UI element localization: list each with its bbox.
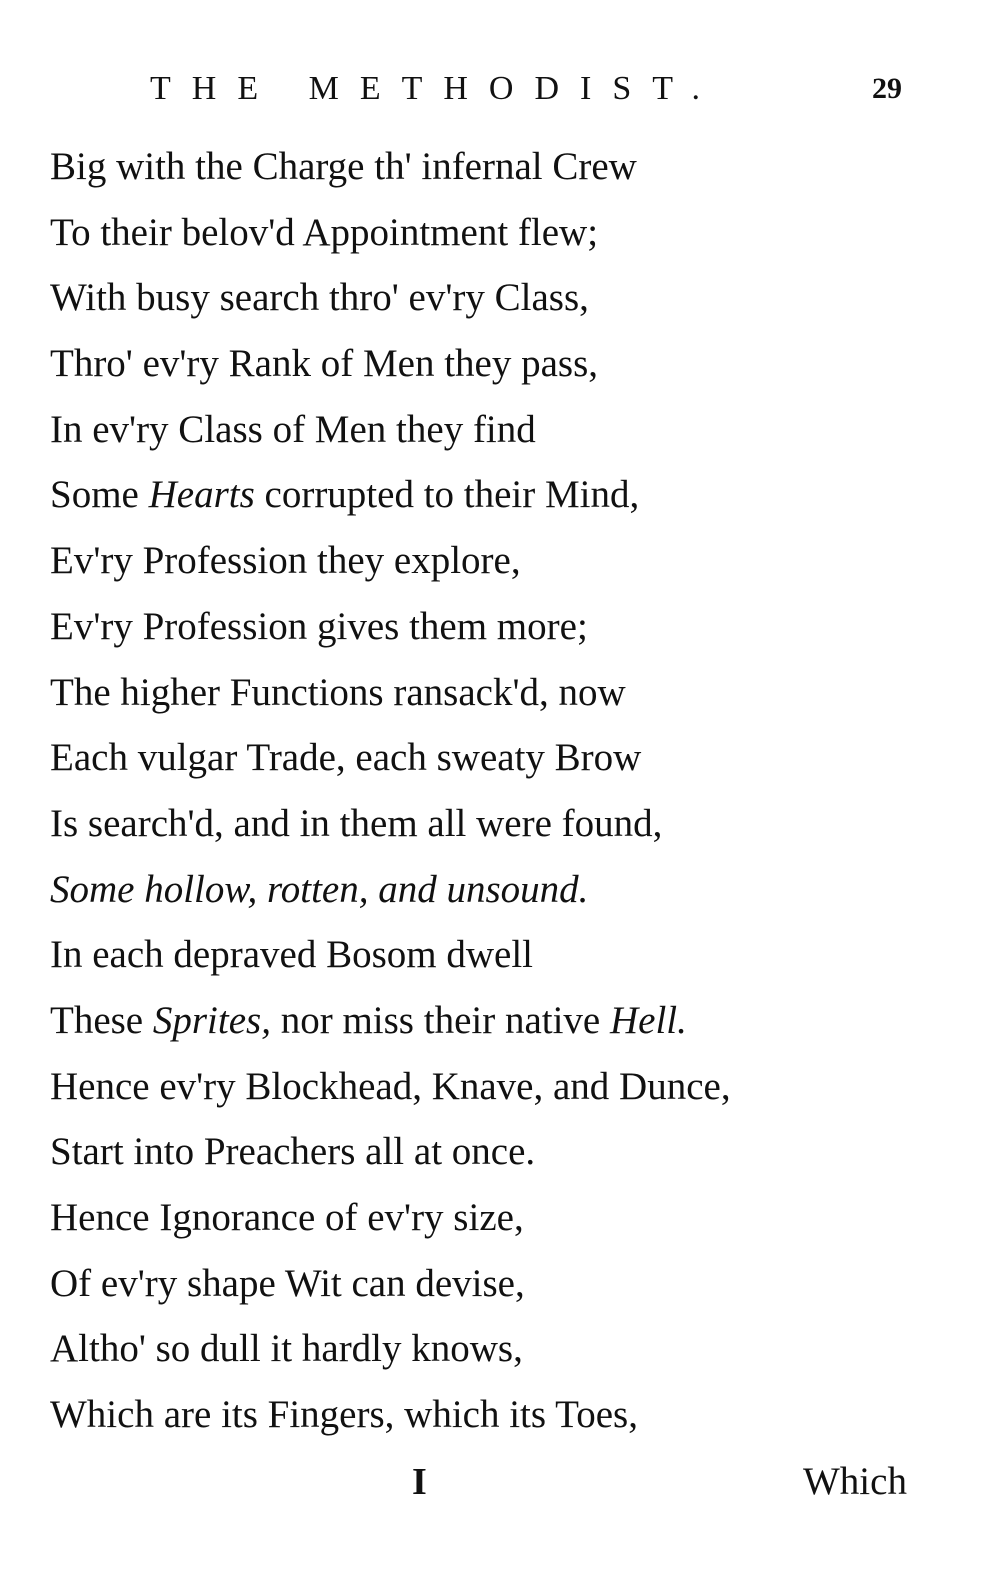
verse-line bbox=[50, 660, 950, 726]
verse-line bbox=[50, 265, 950, 331]
text-run: Of ev'ry shape Wit can devise, bbox=[50, 1261, 525, 1305]
verse-line bbox=[50, 1382, 950, 1448]
page-footer bbox=[0, 1452, 1000, 1512]
text-run: nor miss their native bbox=[270, 998, 610, 1042]
verse-line bbox=[50, 134, 950, 200]
text-run: With busy search thro' ev'ry Class, bbox=[50, 276, 589, 320]
text-run: Ev'ry Profession gives them more; bbox=[50, 604, 588, 648]
italic-text: Sprites, bbox=[152, 998, 271, 1042]
verse-line bbox=[50, 1251, 950, 1317]
running-title: THE METHODIST. bbox=[150, 70, 721, 107]
verse-line bbox=[50, 725, 950, 791]
text-run: Each vulgar Trade, each sweaty Brow bbox=[50, 736, 642, 780]
verse-line bbox=[50, 200, 950, 266]
text-run: Hence Ignorance of ev'ry size, bbox=[50, 1196, 524, 1239]
page-number: 29 bbox=[872, 72, 902, 105]
verse-line bbox=[50, 331, 950, 397]
verse-line bbox=[50, 462, 950, 528]
verse-line bbox=[50, 922, 950, 988]
text-run: Is search'd, and in them all were found, bbox=[50, 801, 663, 845]
verse-line bbox=[50, 528, 950, 594]
text-run: The higher Functions ransack'd, now bbox=[50, 670, 626, 714]
verse-line bbox=[50, 1054, 950, 1120]
poem-text bbox=[50, 134, 950, 1448]
verse-line bbox=[50, 857, 950, 923]
verse-line bbox=[50, 988, 950, 1054]
text-run: These bbox=[50, 998, 153, 1042]
text-run: Hence ev'ry Blockhead, Knave, and Dunce, bbox=[50, 1064, 731, 1108]
text-run: To their belov'd Appointment flew; bbox=[50, 210, 599, 254]
text-run: Start into Preachers all at once. bbox=[50, 1130, 536, 1174]
text-run: Some bbox=[50, 473, 149, 517]
italic-text: Hell. bbox=[610, 998, 687, 1042]
verse-line bbox=[50, 1185, 950, 1251]
text-run: Ev'ry Profession they explore, bbox=[50, 539, 521, 583]
page-header bbox=[0, 64, 1000, 114]
italic-text: Hearts bbox=[148, 473, 255, 517]
verse-line bbox=[50, 397, 950, 463]
italic-text: Some hollow, rotten, and unsound. bbox=[50, 867, 589, 911]
catchword: Which bbox=[803, 1460, 907, 1503]
text-run: Which are its Fingers, which its Toes, bbox=[50, 1393, 638, 1437]
verse-line bbox=[50, 1119, 950, 1185]
text-run: corrupted to their Mind, bbox=[254, 473, 640, 517]
verse-line bbox=[50, 1316, 950, 1382]
text-run: Thro' ev'ry Rank of Men they pass, bbox=[50, 342, 599, 386]
text-run: In each depraved Bosom dwell bbox=[50, 933, 534, 977]
signature-mark: I bbox=[412, 1461, 427, 1503]
verse-line bbox=[50, 791, 950, 857]
verse-line bbox=[50, 594, 950, 660]
text-run: In ev'ry Class of Men they find bbox=[50, 407, 536, 451]
text-run: Big with the Charge th' infernal Crew bbox=[50, 145, 637, 188]
text-run: Altho' so dull it hardly knows, bbox=[50, 1327, 523, 1371]
